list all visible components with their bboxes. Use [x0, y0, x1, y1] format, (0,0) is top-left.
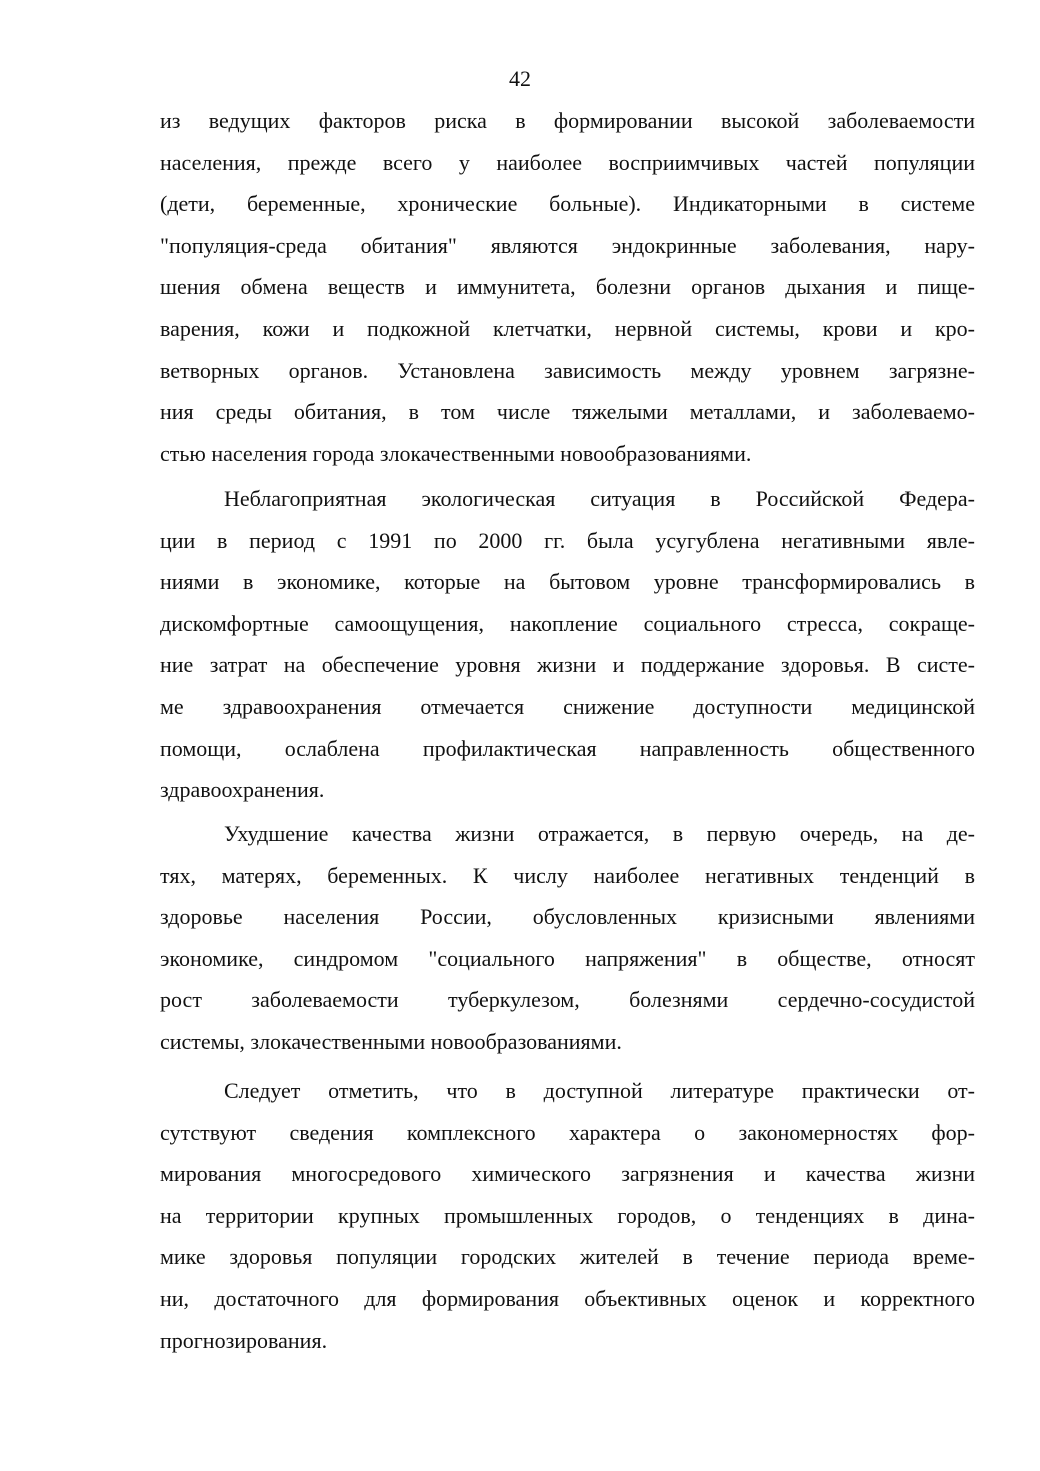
text-line: рост заболеваемости туберкулезом, болезнями сердечно-сосудистой: [160, 987, 975, 1013]
text-line: здравоохранения.: [160, 777, 325, 803]
text-line: сутствуют сведения комплексного характера о закономерностях фор-: [160, 1119, 975, 1145]
text-line: мирования многосредового химического загрязнения и качества жизни: [160, 1161, 975, 1187]
text-line: "популяция-среда обитания" являются эндокринные заболевания, нару-: [160, 232, 975, 258]
text-line: дискомфортные самоощущения, накопление социального стресса, сокраще-: [160, 610, 975, 636]
text-line: мике здоровья популяции городских жителей в течение периода време-: [160, 1244, 975, 1270]
text-line: из ведущих факторов риска в формировании высокой заболеваемости: [160, 108, 975, 133]
text-line: экономике, синдромом "социального напряжения" в обществе, относят: [160, 945, 975, 971]
paragraph: [160, 813, 975, 1063]
text-line: ниями в экономике, которые на бытовом уровне трансформировались в: [160, 569, 975, 595]
text-line: помощи, ослаблена профилактическая направленность общественного: [160, 735, 975, 761]
text-line: ние затрат на обеспечение уровня жизни и поддержание здоровья. В систе-: [160, 652, 975, 678]
text-line: шения обмена веществ и иммунитета, болезни органов дыхания и пище-: [160, 274, 975, 300]
text-line: стью населения города злокачественными новообразованиями.: [160, 440, 752, 466]
paragraph-continuation: [160, 100, 975, 474]
text-line: (дети, беременные, хронические больные). Индикаторными в системе: [160, 191, 975, 217]
paragraph: [160, 478, 975, 811]
text-line: Следует отметить, что в доступной литературе практически от-: [224, 1078, 975, 1103]
text-line: ме здравоохранения отмечается снижение доступности медицинской: [160, 693, 975, 719]
text-line: Ухудшение качества жизни отражается, в первую очередь, на де-: [224, 821, 975, 846]
text-line: ции в период с 1991 по 2000 гг. была усугублена негативными явле-: [160, 527, 975, 553]
text-line: тях, матерях, беременных. К числу наиболее негативных тенденций в: [160, 862, 975, 888]
text-line: системы, злокачественными новообразованиями.: [160, 1028, 622, 1054]
text-line: на территории крупных промышленных городов, о тенденциях в дина-: [160, 1202, 975, 1228]
paragraph: [160, 1070, 975, 1361]
text-line: здоровье населения России, обусловленных кризисными явлениями: [160, 904, 975, 930]
text-line: ни, достаточного для формирования объективных оценок и корректного: [160, 1285, 975, 1311]
page-number: 42: [509, 66, 531, 91]
text-line: населения, прежде всего у наиболее восприимчивых частей популяции: [160, 149, 975, 175]
text-line: варения, кожи и подкожной клетчатки, нервной системы, крови и кро-: [160, 315, 975, 341]
text-line: прогнозирования.: [160, 1327, 328, 1353]
text-line: ветворных органов. Установлена зависимость между уровнем загрязне-: [160, 357, 975, 383]
text-line: Неблагоприятная экологическая ситуация в Российской Федера-: [224, 486, 975, 511]
text-line: ния среды обитания, в том числе тяжелыми металлами, и заболеваемо-: [160, 399, 975, 425]
